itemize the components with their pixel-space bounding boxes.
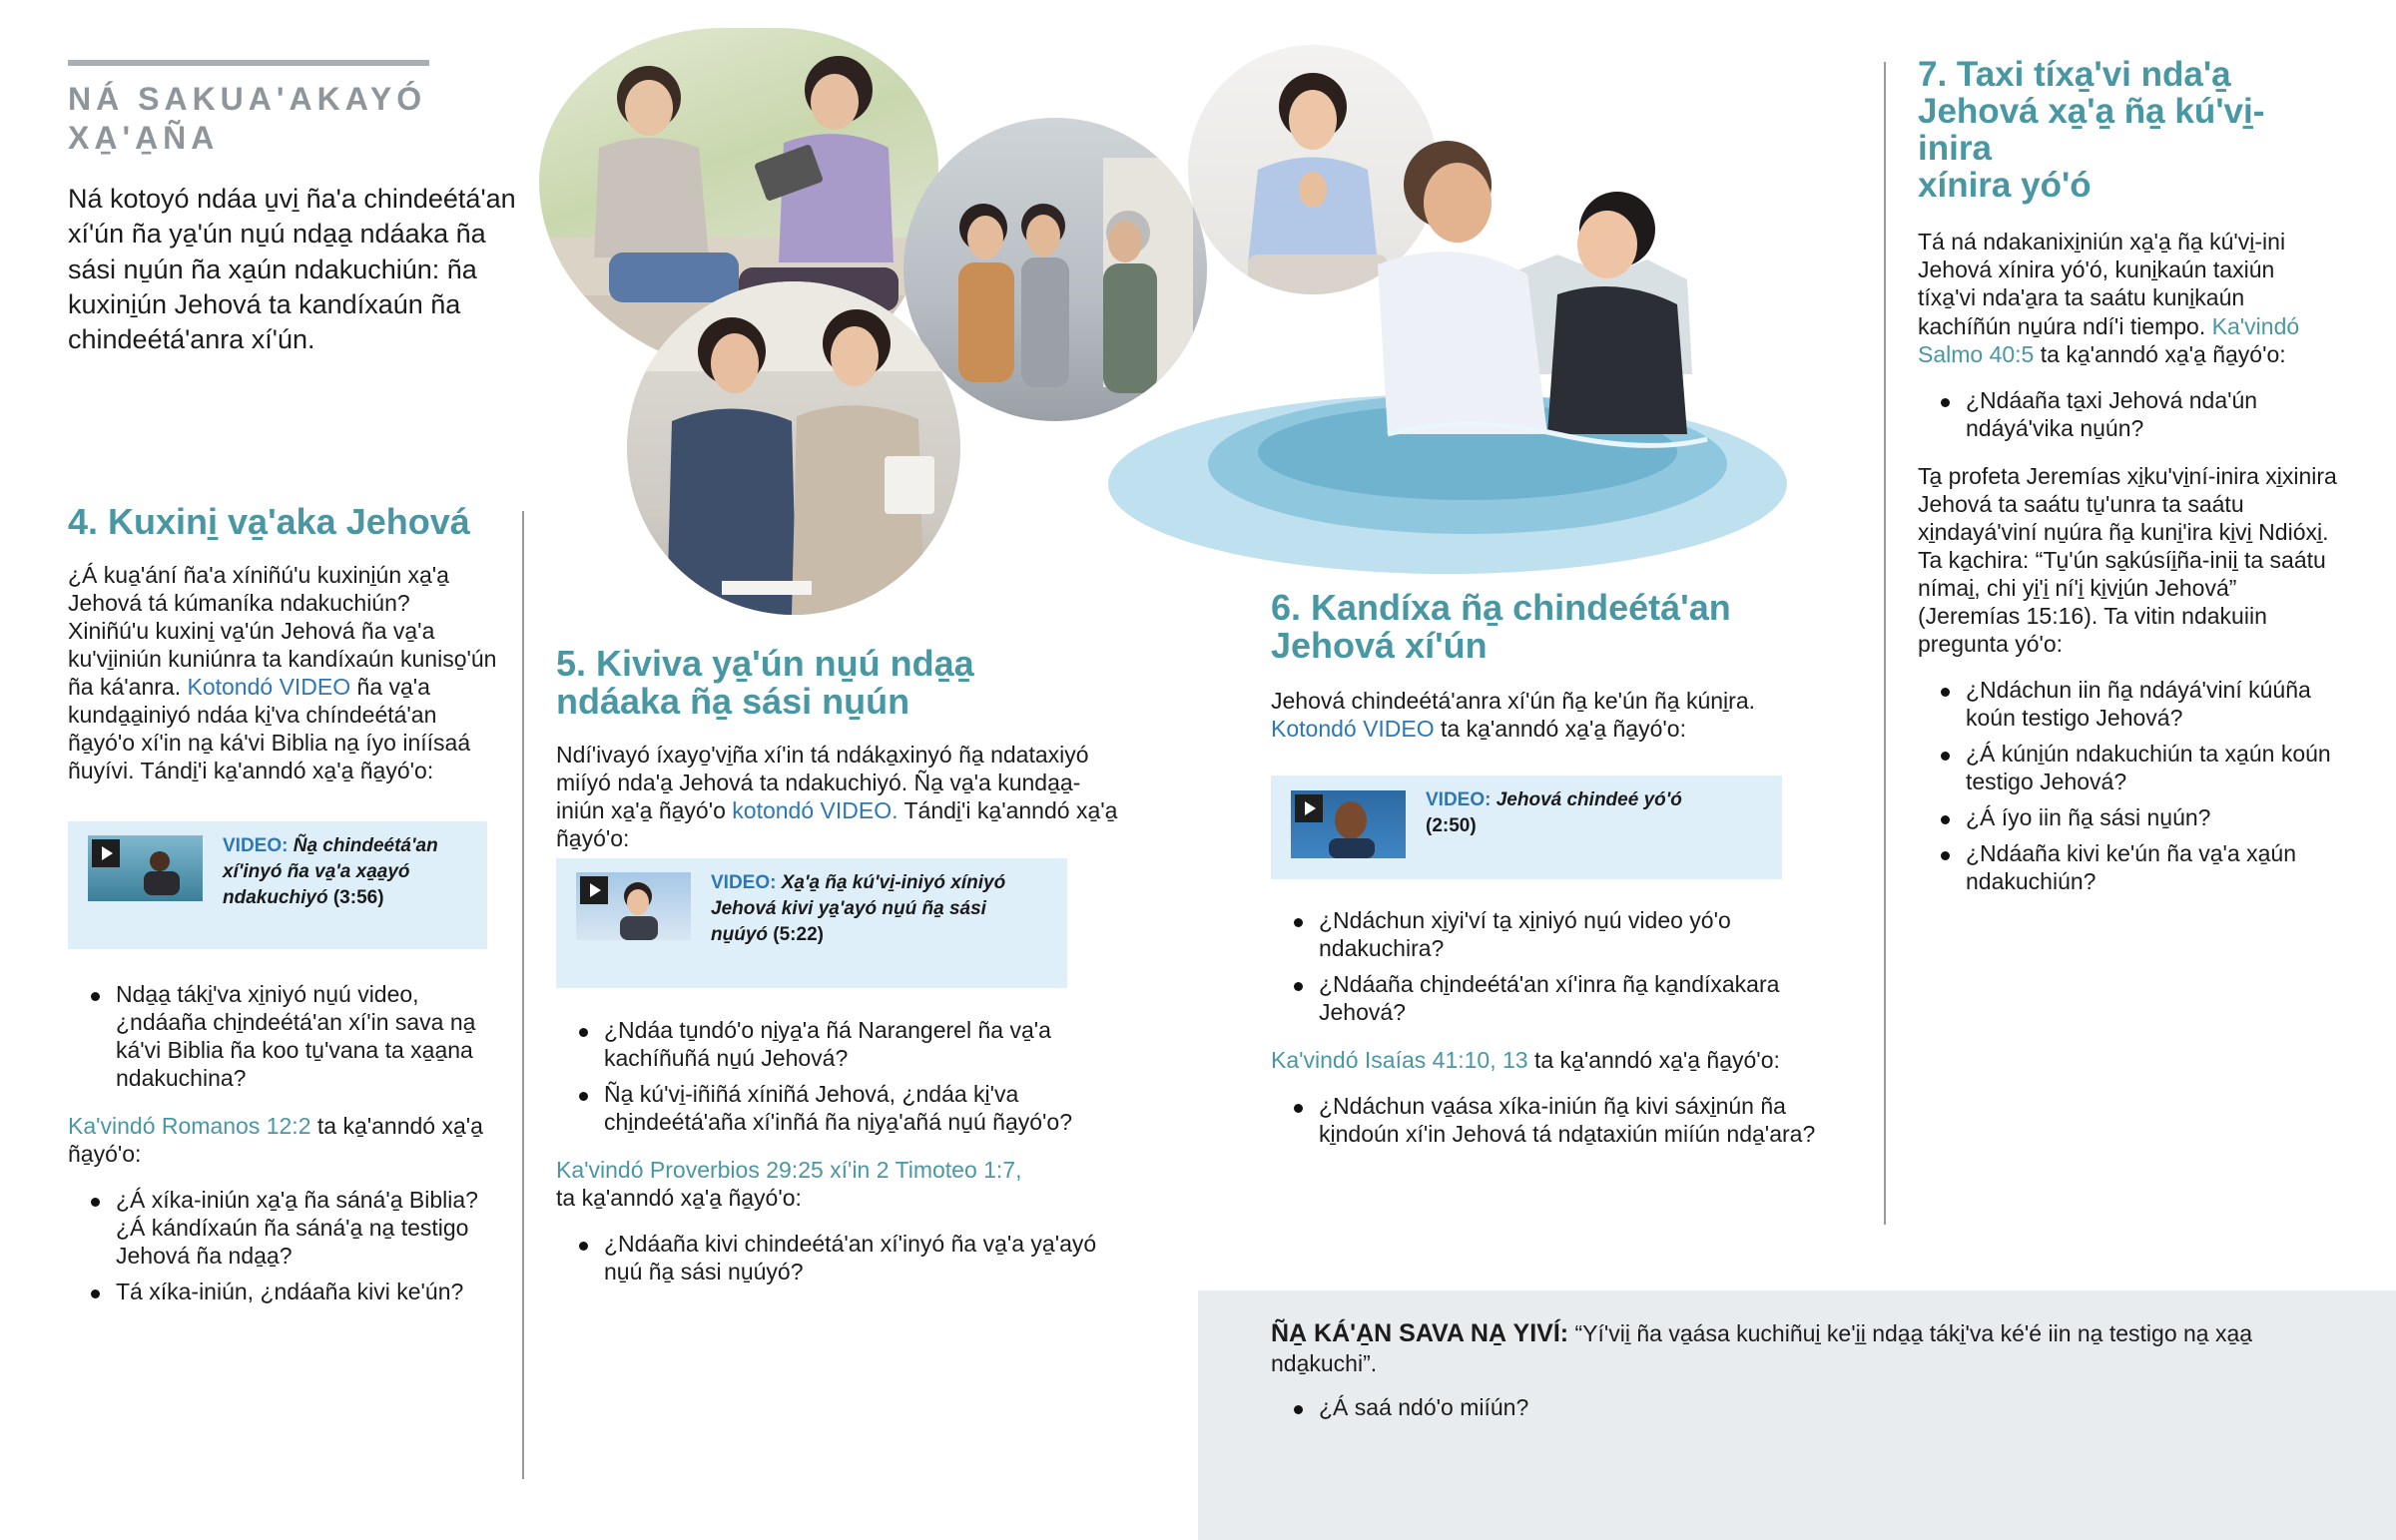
section-4-video[interactable] [68,821,487,949]
section-5-video-link[interactable]: kotondó VIDEO. [732,797,898,824]
list-item: ¿Ndáaña kivi ke'ún ña va̱'a xa̱ún ndakuchiún? [1918,839,2337,895]
photo-baptism [1088,135,1787,589]
list-item: ¿Á íyo iin ña̱ sási nu̱ún? [1918,803,2337,831]
list-item: Tá xíka-iniún, ¿ndáaña kivi ke'ún? [68,1278,497,1305]
quote-heading: ÑA̱ KÁ'A̱N SAVA NA̱ YIVÍ: [1271,1319,1569,1347]
section-4-bullets-2 [68,1186,497,1305]
quote-box [1198,1290,2396,1540]
list-item: ¿Á kúni̱ún ndakuchiún ta xa̱ún koún testigo Jehová? [1918,740,2337,795]
video-thumbnail[interactable] [88,835,203,901]
intro-heading-line1: NÁ SAKUA'AKAYÓ [68,81,427,117]
scripture-link[interactable]: Ka'vindó Isaías 41:10, 13 [1271,1047,1528,1074]
scripture-link[interactable]: Ka'vindó Salmo 40:5 [1918,312,2300,367]
photo-kitchen-conversation [627,281,960,615]
list-item: ¿Á saá ndó'o miíún? [1271,1393,2169,1421]
list-item: ¿Ndáchun iin ña̱ ndáyá'viní kúúña koún testigo Jehová? [1918,676,2337,732]
section-5-video-caption: VIDEO: Xa̱'a̱ ña̱ kú'vi̱-iniyó xíniyó Jehová kivi ya̱'ayó nu̱ú ña̱ sási nu̱úyó (5:22) [711,872,1006,945]
intro-text: Ná kotoyó ndáa u̱vi̱ ña'a chindeétá'an xí'ún ña ya̱'ún nu̱ú nda̱a̱ ndáaka ña sási nu̱ún ña xa̱ún ndakuchiún: ña kuxini̱ún Jehová ta kandíxaún ña chindeétá'anra xí'ún. [68,184,516,355]
section-7-text-2: Ta̱ profeta Jeremías xi̱ku'vi̱ní-inira xi̱xinira Jehová ta saátu tu̱'unra ta saátu xi̱ndayá'viní nu̱úra ña̱ kuni̱'ira ki̱vi̱ Ndióxi̱. Ta ka̱chira: “Tu̱'ún sa̱kúsíi̱ña-inii̱ ta saátu nímai̱, chi yi̱'i̱ ní'i̱ ki̱vi̱ún Jehová” (Jeremías 15:16). Ta vitin ndakuiin pregunta yó'o: [1918,462,2337,657]
section-5-questions [556,1016,1100,1293]
section-6 [1271,589,1830,743]
list-item: Ña̱ kú'vi̱-iñiñá xíniñá Jehová, ¿ndáa ki̱'va chi̱ndeétá'aña xí'inñá ña ni̱ya̱'añá nu̱ú ña̱yó'o? [556,1080,1100,1136]
section-4-questions [68,980,497,1313]
section-7 [1918,56,2337,903]
intro-heading-line2: XA̱'A̱ÑA [68,120,220,157]
section-6-text: Jehová chindeétá'anra xí'ún ña̱ ke'ún ña̱ kúni̱ra. Kotondó VIDEO ta ka̱'anndó xa̱'a̱ ña̱yó'o: [1271,688,1756,743]
section-6-video-caption: VIDEO: Jehová chindeé yó'ó (2:50) [1426,789,1682,836]
quote-text: ÑA̱ KÁ'A̱N SAVA NA̱ YIVÍ: “Yí'vii̱ ña va̱ása kuchiñui̱ ke'i̱i̱ nda̱a̱ táki̱'va ké'é iin na̱ testigo na̱ xa̱a̱ nda̱kuchi”. [1271,1319,2253,1376]
scripture-link[interactable]: Ka'vindó Proverbios 29:25 xí'in 2 Timoteo 1:7, [556,1157,1022,1184]
section-5 [556,645,1125,853]
video-thumbnail[interactable] [576,872,691,940]
section-4 [68,503,497,785]
play-icon[interactable] [92,839,120,867]
section-5-text: Ndí'ivayó íxayo̱'vi̱ña xí'in tá ndáka̱xinyó ña̱ ndataxiyó miíyó nda'a̱ Jehová ta ndakuchiyó. Ña̱ va̱'a kunda̱a̱-iniún xa̱'a̱ ña̱yó'o kotondó VIDEO. Tándi̱'i ka̱'anndó xa̱'a̱ ña̱yó'o: [556,742,1118,852]
section-4-text: ¿Á kua̱'ání ña'a xíniñú'u kuxini̱ún xa̱'a̱ Jehová tá kúmaníka ndakuchiún? Xiniñú'u kuxini̱ va̱'ún Jehová ña va̱'a ku'vi̱iniún kuniúnra ta kandíxaún kuniso̱'ún ña ká'anra. Kotondó VIDEO ña va̱'a kunda̱a̱iniyó ndáa ki̱'va chíndeétá'an ña̱yó'o xí'in na̱ ká'vi Biblia na̱ íyo iníísaá ñuyívi. Tándi̱'i ka̱'anndó xa̱'a̱ ña̱yó'o: [68,562,497,784]
intro-heading [68,80,507,158]
section-7-text-1: Tá ná ndakanixi̱niún xa̱'a̱ ña̱ kú'vi̱-ini Jehová xínira yó'ó, kuni̱kaún taxiún tíxa̱'vi nda'a̱ra ta saátu kuni̱kaún kachíñún nu̱úra ndí'i tiempo. Ka'vindó Salmo 40:5 ta ka̱'anndó xa̱'a̱ ña̱yó'o: [1918,229,2300,367]
list-item: ¿Ndáchun xi̱yi'ví ta̱ xi̱niyó nu̱ú video yó'o ndakuchira? [1271,906,1850,962]
quote-bullets [1271,1393,2169,1429]
section-7-title: 7. Taxi tíxa̱'vi nda'a̱ Jehová xa̱'a̱ ña̱ kú'vi̱-inira xínira yó'ó [1918,55,2265,206]
column-divider-2 [1884,62,1886,1225]
section-4-bullets-1 [68,980,497,1092]
section-6-video-link[interactable]: Kotondó VIDEO [1271,716,1435,743]
section-6-read: Ka'vindó Isaías 41:10, 13 ta ka̱'anndó xa̱'a̱ ña̱yó'o: [1271,1047,1780,1074]
list-item: ¿Ndáaña kivi chindeétá'an xí'inyó ña va̱'a ya̱'ayó nu̱ú ña̱ sási nu̱úyó? [556,1230,1100,1285]
list-item: ¿Ndáchun va̱ása xíka-iniún ña̱ kivi sáxi̱nún ña ki̱ndoún xí'in Jehová tá nda̱taxiún miíún nda̱'ara? [1271,1092,1850,1148]
section-6-bullets-2 [1271,1092,1850,1148]
section-4-video-link[interactable]: Kotondó VIDEO [187,674,351,701]
column-divider-1 [522,511,524,1479]
section-7-bullets-2 [1918,676,2337,895]
scripture-link[interactable]: Ka'vindó Romanos 12:2 [68,1113,311,1140]
section-5-read: Ka'vindó Proverbios 29:25 xí'in 2 Timoteo 1:7, ta ka̱'anndó xa̱'a̱ ña̱yó'o: [556,1157,1022,1212]
list-item: Nda̱a̱ táki̱'va xi̱niyó nu̱ú video, ¿ndáaña chi̱ndeétá'an xí'in sava na̱ ká'vi Biblia ña koo tu̱'vana ta xa̱a̱na ndakuchina? [68,980,497,1092]
section-4-title: 4. Kuxini̱ va̱'aka Jehová [68,501,470,542]
video-thumbnail[interactable] [1291,790,1406,858]
list-item: ¿Ndáaña chi̱ndeétá'an xí'inra ña̱ ka̱ndíxakara Jehová? [1271,970,1850,1026]
section-6-title: 6. Kandíxa ña̱ chindeétá'an Jehová xí'ún [1271,587,1731,667]
section-5-title: 5. Kiviva ya̱'ún nu̱ú nda̱a̱ ndáaka ña̱ sási nu̱ún [556,643,974,723]
list-item: ¿Ndáaña ta̱xi Jehová nda'ún ndáyá'vika nu̱ún? [1918,386,2337,442]
section-4-read: Ka'vindó Romanos 12:2 ta ka̱'anndó xa̱'a̱ ña̱yó'o: [68,1113,483,1168]
list-item: ¿Ndáa tu̱ndó'o ni̱ya̱'a ñá Narangerel ña va̱'a kachíñuñá nu̱ú Jehová? [556,1016,1100,1072]
list-item: ¿Á xíka-iniún xa̱'a̱ ña sáná'a̱ Biblia? ¿Á kándíxaún ña sáná'a̱ na̱ testigo Jehová ña nda̱a̱? [68,1186,497,1270]
section-5-bullets-2 [556,1230,1100,1285]
section-5-video[interactable] [556,858,1067,988]
section-5-bullets-1 [556,1016,1100,1136]
section-6-video[interactable] [1271,775,1782,879]
play-icon[interactable] [1295,794,1323,822]
section-6-questions [1271,906,1850,1156]
section-6-bullets-1 [1271,906,1850,1026]
intro-rule [68,60,429,66]
play-icon[interactable] [580,876,608,904]
section-7-bullets-1 [1918,386,2337,442]
section-4-video-caption: VIDEO: Ña̱ chindeétá'an xí'inyó ña va̱'a xa̱a̱yó ndakuchiyó (3:56) [223,835,438,908]
